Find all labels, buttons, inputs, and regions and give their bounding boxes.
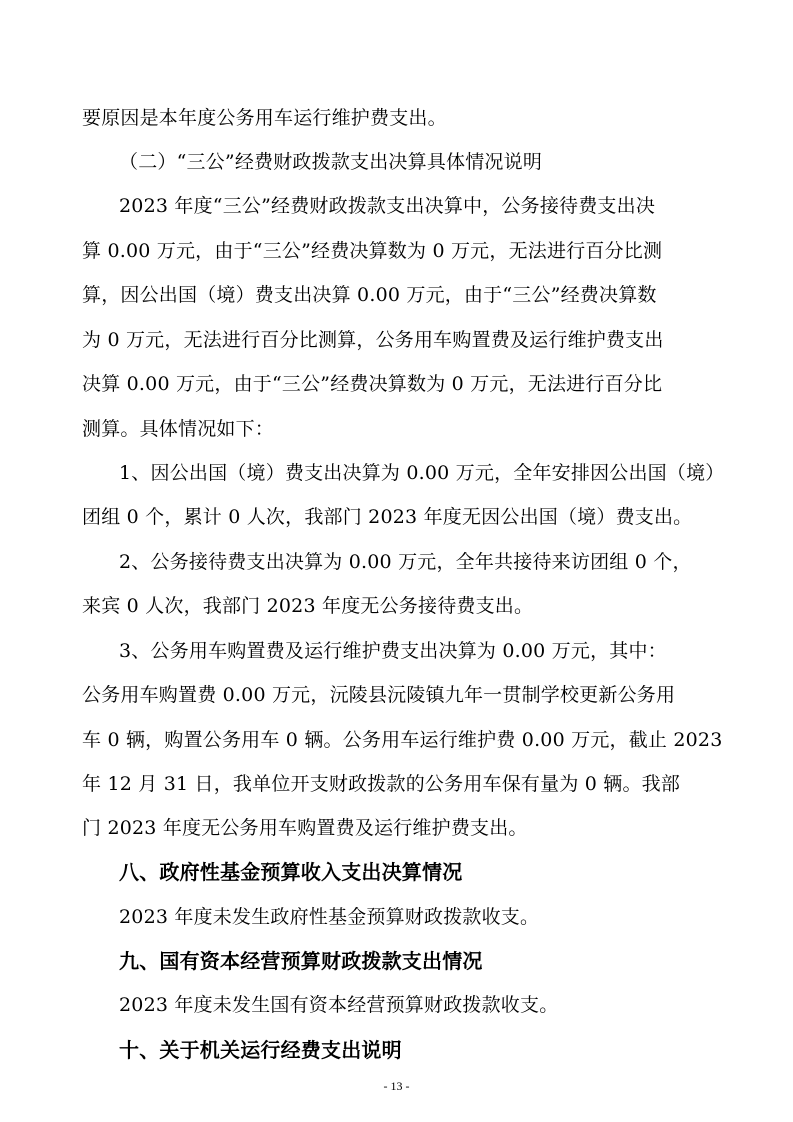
page-number: - 13 - bbox=[383, 1079, 410, 1093]
list-item-text: 1、因公出国（境）费支出决算为 0.00 万元，全年安排因公出国（境） bbox=[119, 462, 725, 484]
list-item-text: 门 2023 年度无公务用车购置费及运行维护费支出。 bbox=[82, 817, 528, 839]
paragraph-text: 2023 年度未发生国有资本经营预算财政拨款收支。 bbox=[119, 994, 559, 1016]
list-item-text: 3、公务用车购置费及运行维护费支出决算为 0.00 万元，其中： bbox=[119, 640, 667, 662]
list-item-text: 来宾 0 人次，我部门 2023 年度无公务接待费支出。 bbox=[82, 595, 534, 617]
list-item-text: 团组 0 个，累计 0 人次，我部门 2023 年度无因公出国（境）费支出。 bbox=[82, 506, 693, 528]
paragraph-continuation-text: 要原因是本年度公务用车运行维护费支出。 bbox=[82, 107, 447, 129]
section-heading-state-capital: 九、国有资本经营预算财政拨款支出情况 bbox=[119, 949, 483, 973]
subsection-heading-three-public-expenses: （二）“三公”经费财政拨款支出决算具体情况说明 bbox=[119, 151, 543, 173]
list-item-text: 公务用车购置费 0.00 万元，沅陵县沅陵镇九年一贯制学校更新公务用 bbox=[82, 684, 676, 706]
paragraph-text: 算，因公出国（境）费支出决算 0.00 万元，由于“三公”经费决算数 bbox=[82, 284, 657, 306]
paragraph-text: 测算。具体情况如下： bbox=[82, 418, 275, 440]
paragraph-text: 为 0 万元，无法进行百分比测算，公务用车购置费及运行维护费支出 bbox=[82, 329, 664, 351]
paragraph-text: 算 0.00 万元，由于“三公”经费决算数为 0 万元，无法进行百分比测 bbox=[82, 240, 663, 262]
list-item-text: 车 0 辆，购置公务用车 0 辆。公务用车运行维护费 0.00 万元，截止 2023 bbox=[82, 729, 723, 751]
section-heading-government-fund: 八、政府性基金预算收入支出决算情况 bbox=[119, 860, 463, 884]
section-heading-operating-expenses: 十、关于机关运行经费支出说明 bbox=[119, 1038, 402, 1062]
paragraph-text: 决算 0.00 万元，由于“三公”经费决算数为 0 万元，无法进行百分比 bbox=[82, 373, 663, 395]
paragraph-text: 2023 年度“三公”经费财政拨款支出决算中，公务接待费支出决 bbox=[119, 195, 656, 217]
list-item-text: 年 12 月 31 日，我单位开支财政拨款的公务用车保有量为 0 辆。我部 bbox=[82, 773, 681, 795]
paragraph-text: 2023 年度未发生政府性基金预算财政拨款收支。 bbox=[119, 906, 540, 928]
list-item-text: 2、公务接待费支出决算为 0.00 万元，全年共接待来访团组 0 个， bbox=[119, 551, 692, 573]
